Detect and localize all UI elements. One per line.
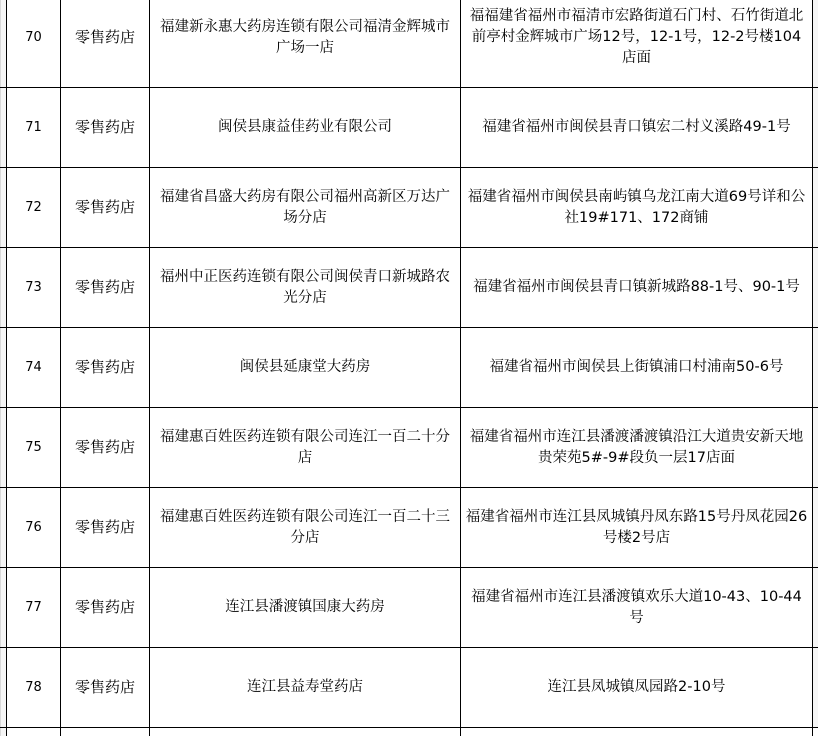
table-row[interactable] <box>0 648 818 728</box>
cell-type[interactable] <box>61 88 150 167</box>
table-row[interactable] <box>0 0 818 88</box>
cell-address-text: 福福建省福州市福清市宏路街道石门村、石竹街道北前亭村金辉城市广场12号，12-1号，12-2号楼104店面 <box>469 8 804 66</box>
cell-address[interactable] <box>461 488 813 567</box>
cell-name[interactable] <box>150 488 461 567</box>
cell-name-text: 闽侯县延康堂大药房 <box>239 359 371 375</box>
cell-address-text: 福建省福州市闽侯县青口镇宏二村义溪路49-1号 <box>482 119 791 135</box>
table-row[interactable] <box>0 248 818 328</box>
cell-name[interactable] <box>150 248 461 327</box>
cell-address-text: 福建省福州市连江县潘渡潘渡镇沿江大道贵安新天地贵荣苑5#-9#段负一层17店面 <box>469 428 804 466</box>
cell-name[interactable] <box>150 168 461 247</box>
table-row[interactable] <box>0 88 818 168</box>
cell-address[interactable] <box>461 88 813 167</box>
cell-number-text: 70 <box>25 30 42 45</box>
cell-name[interactable] <box>150 648 461 727</box>
cell-number[interactable] <box>7 568 61 647</box>
cell-name-text: 连江县潘渡镇国康大药房 <box>225 599 385 615</box>
cell-address[interactable] <box>461 0 813 87</box>
row-tail <box>813 648 818 727</box>
cell-address-text: 福建省福州市连江县潘渡镇欢乐大道10-43、10-44号 <box>471 588 802 626</box>
cell-number[interactable] <box>7 648 61 727</box>
cell-address[interactable] <box>461 568 813 647</box>
row-tail <box>813 0 818 87</box>
cell-address-text: 福建省福州市闽侯县青口镇新城路88-1号、90-1号 <box>473 279 800 295</box>
row-gutter <box>0 0 7 87</box>
row-gutter <box>0 648 7 727</box>
cell-number-text: 74 <box>25 360 42 375</box>
row-gutter <box>0 248 7 327</box>
cell-type-text: 零售药店 <box>74 678 135 696</box>
cell-type[interactable] <box>61 168 150 247</box>
cell-address[interactable] <box>461 168 813 247</box>
row-gutter <box>0 488 7 567</box>
cell-address-text: 福建省福州市闽侯县南屿镇乌龙江南大道69号详和公社19#171、172商铺 <box>467 188 806 226</box>
cell-name[interactable] <box>150 568 461 647</box>
cell-address[interactable] <box>461 408 813 487</box>
cell-name[interactable] <box>150 408 461 487</box>
cell-type[interactable] <box>61 648 150 727</box>
table-row[interactable] <box>0 328 818 408</box>
cell-address-text: 连江县凤城镇凤园路2-10号 <box>547 679 726 695</box>
table-row-partial <box>0 728 818 736</box>
cell-name-text: 福建省昌盛大药房有限公司福州高新区万达广场分店 <box>160 188 450 226</box>
cell-type-text: 零售药店 <box>74 598 135 616</box>
partial-cell <box>150 728 461 736</box>
cell-name-text: 福建惠百姓医药连锁有限公司连江一百二十分店 <box>160 428 450 466</box>
row-tail <box>813 488 818 567</box>
cell-number[interactable] <box>7 328 61 407</box>
cell-type[interactable] <box>61 568 150 647</box>
cell-number[interactable] <box>7 0 61 87</box>
cell-address[interactable] <box>461 328 813 407</box>
row-gutter <box>0 408 7 487</box>
cell-type[interactable] <box>61 0 150 87</box>
cell-number[interactable] <box>7 168 61 247</box>
cell-type[interactable] <box>61 408 150 487</box>
cell-type[interactable] <box>61 488 150 567</box>
cell-address[interactable] <box>461 648 813 727</box>
partial-cell <box>61 728 150 736</box>
cell-number-text: 73 <box>25 280 42 295</box>
cell-name-text: 福建惠百姓医药连锁有限公司连江一百二十三分店 <box>160 508 450 546</box>
cell-number[interactable] <box>7 88 61 167</box>
cell-type-text: 零售药店 <box>74 28 135 46</box>
row-tail <box>813 408 818 487</box>
cell-type-text: 零售药店 <box>74 198 135 216</box>
cell-number[interactable] <box>7 488 61 567</box>
row-gutter <box>0 568 7 647</box>
cell-name-text: 福州中正医药连锁有限公司闽侯青口新城路农光分店 <box>160 268 450 306</box>
cell-number-text: 76 <box>25 520 42 535</box>
row-tail <box>813 168 818 247</box>
partial-cell <box>461 728 813 736</box>
cell-name-text: 福建新永惠大药房连锁有限公司福清金辉城市广场一店 <box>160 18 450 56</box>
cell-type-text: 零售药店 <box>74 118 135 136</box>
cell-type-text: 零售药店 <box>74 278 135 296</box>
cell-type-text: 零售药店 <box>74 358 135 376</box>
cell-type[interactable] <box>61 328 150 407</box>
cell-number[interactable] <box>7 408 61 487</box>
cell-number[interactable] <box>7 248 61 327</box>
cell-name[interactable] <box>150 328 461 407</box>
row-tail <box>813 568 818 647</box>
cell-number-text: 71 <box>25 120 42 135</box>
row-tail <box>813 328 818 407</box>
row-tail <box>813 88 818 167</box>
table-row[interactable] <box>0 488 818 568</box>
table-row[interactable] <box>0 168 818 248</box>
cell-name-text: 连江县益寿堂药店 <box>247 679 363 695</box>
cell-address[interactable] <box>461 248 813 327</box>
row-gutter <box>0 168 7 247</box>
row-gutter <box>0 88 7 167</box>
cell-type-text: 零售药店 <box>74 518 135 536</box>
cell-number-text: 75 <box>25 440 42 455</box>
partial-cell <box>7 728 61 736</box>
cell-number-text: 72 <box>25 200 42 215</box>
cell-type-text: 零售药店 <box>74 438 135 456</box>
row-gutter <box>0 328 7 407</box>
row-tail <box>813 248 818 327</box>
cell-number-text: 77 <box>25 600 42 615</box>
table-row[interactable] <box>0 568 818 648</box>
cell-name-text: 闽侯县康益佳药业有限公司 <box>218 119 392 135</box>
partial-cell <box>0 728 7 736</box>
cell-type[interactable] <box>61 248 150 327</box>
cell-name[interactable] <box>150 0 461 87</box>
table-row[interactable] <box>0 408 818 488</box>
cell-address-text: 福建省福州市连江县凤城镇丹凤东路15号丹凤花园26号楼2号店 <box>465 508 808 546</box>
cell-name[interactable] <box>150 88 461 167</box>
cell-address-text: 福建省福州市闽侯县上街镇浦口村浦南50-6号 <box>489 359 784 375</box>
cell-number-text: 78 <box>25 680 42 695</box>
